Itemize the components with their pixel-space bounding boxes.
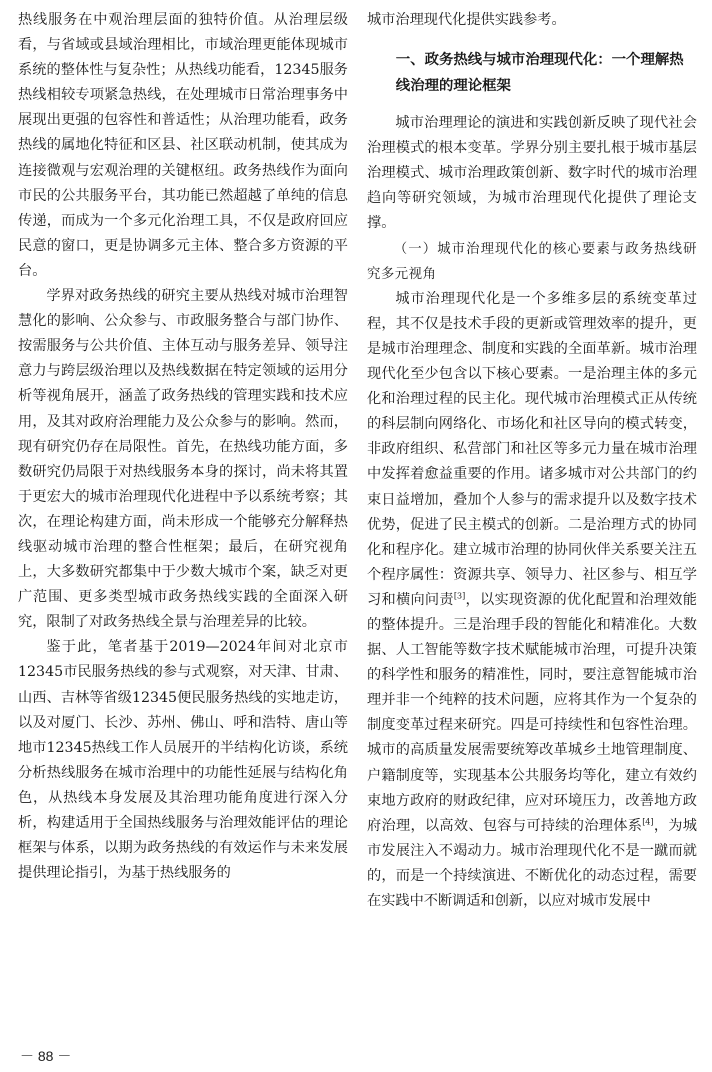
paragraph-methodology: 鉴于此，笔者基于2019—2024年间对北京市12345市民服务热线的参与式观察，对天津、甘肃、山西、吉林等省级12345便民服务热线的实地走访，以及对厦门、长沙、苏州、佛山、呼和浩特、唐山等地市12345热线工作人员展开的半结构化访谈，系统分析热线服务在城市治理中的功能性延展与结构化角色，从热线本身发展及其治理功能角度进行深入分析，构建适用于全国热线服务与治理效能评估的理论框架与体系，以期为政务热线的有效运作与未来发展提供理论指引，为基于热线服务的 [18,639,348,882]
left-column [18,8,348,886]
paragraph-text: 城市治理现代化是一个多维多层的系统变革过程，其不仅是技术手段的更新或管理效率的提升，更是城市治理理念、制度和实践的全面革新。城市治理现代化至少包含以下核心要素。一是治理主体的多元化和治理过程的民主化。现代城市治理模式正从传统的科层制向网络化、市场化和社区导向的模式转变，非政府组织、私营部门和社区等多元力量在城市治理中发挥着愈益重要的作用。诸多城市对公共部门的约束日益增加，叠加个人参与的需求提升以及数字技术优势，促进了民主模式的创新。二是治理方式的协同化和程序化。建立城市治理的协同伙伴关系要关注五个程序属性：资源共享、领导力、社区参与、相互学习和横向问责 [367,290,697,608]
page-number: － 88 － [20,1048,72,1064]
citation-ref: [4] [642,816,654,826]
paragraph-text: ，以实现资源的优化配置和治理效能的整体提升。三是治理手段的智能化和精准化。大数据、人工智能等数字技术赋能城市治理，可提升决策的科学性和服务的精准性，同时，要注意智能城市治理并非一个纯粹的技术问题，应将其作为一个复杂的制度变革过程来研究。四是可持续性和包容性治理。城市的高质量发展需要统筹改革城乡土地管理制度、户籍制度等，实现基本公共服务均等化，建立有效约束地方政府的财政纪律，应对环境压力，改善地方政府治理，以高效、包容与可持续的治理体系 [367,591,697,834]
paragraph-literature-review: 学界对政务热线的研究主要从热线对城市治理智慧化的影响、公众参与、市政服务整合与部门协作、按需服务与公共价值、主体互动与服务差异、领导注意力与跨层级治理以及热线数据在特定领域的运用分析等视角展开，涵盖了政务热线的管理实践和技术应用，及其对政府治理能力及公众参与的影响。然而，现有研究仍存在局限性。首先，在热线功能方面，多数研究仍局限于对热线服务本身的探讨，尚未将其置于更宏大的城市治理现代化进程中予以系统考察；其次，在理论构建方面，尚未形成一个能够充分解释热线驱动城市治理的整合性框架；最后，在研究视角上，大多数研究都集中于少数大城市个案，缺乏对更广范围、更多类型城市政务热线实践的全面深入研究，限制了对政务热线全景与治理差异的比较。 [18,288,348,631]
subsection-heading: （一）城市治理现代化的核心要素与政务热线研究多元视角 [367,241,697,282]
paragraph-core-elements [367,287,697,914]
section-heading: 一、政务热线与城市治理现代化：一个理解热线治理的理论框架 [395,52,684,95]
paragraph-text: ，为城市发展注入不竭动力。城市治理现代化不是一蹴而就的，而是一个持续演进、不断优化的动态过程，需要在实践中不断调适和创新，以应对城市发展中 [367,817,697,909]
paragraph-theory: 城市治理理论的演进和实践创新反映了现代社会治理模式的根本变革。学界分别主要扎根于城市基层治理模式、城市治理政策创新、数字时代的城市治理趋向等研究领域，为城市治理现代化提供了理论支撑。 [367,115,697,232]
right-column [367,8,697,914]
citation-ref: [3] [453,591,466,601]
paragraph-continued: 热线服务在中观治理层面的独特价值。从治理层级看，与省域或县域治理相比，市域治理更能体现城市系统的整体性与复杂性；从热线功能看，12345服务热线相较专项紧急热线，在处理城市日常治理事务中展现出更强的包容性和普适性；从治理功能看，政务热线的属地化特征和区县、社区联动机制，使其成为连接微观与宏观治理的关键枢纽。政务热线作为面向市民的公共服务平台，其功能已然超越了单纯的信息传递，而成为一个多元化治理工具，不仅是政府回应民意的窗口，更是协调多元主体、整合多方资源的平台。 [18,12,348,279]
paragraph-continued: 城市治理现代化提供实践参考。 [367,12,566,28]
